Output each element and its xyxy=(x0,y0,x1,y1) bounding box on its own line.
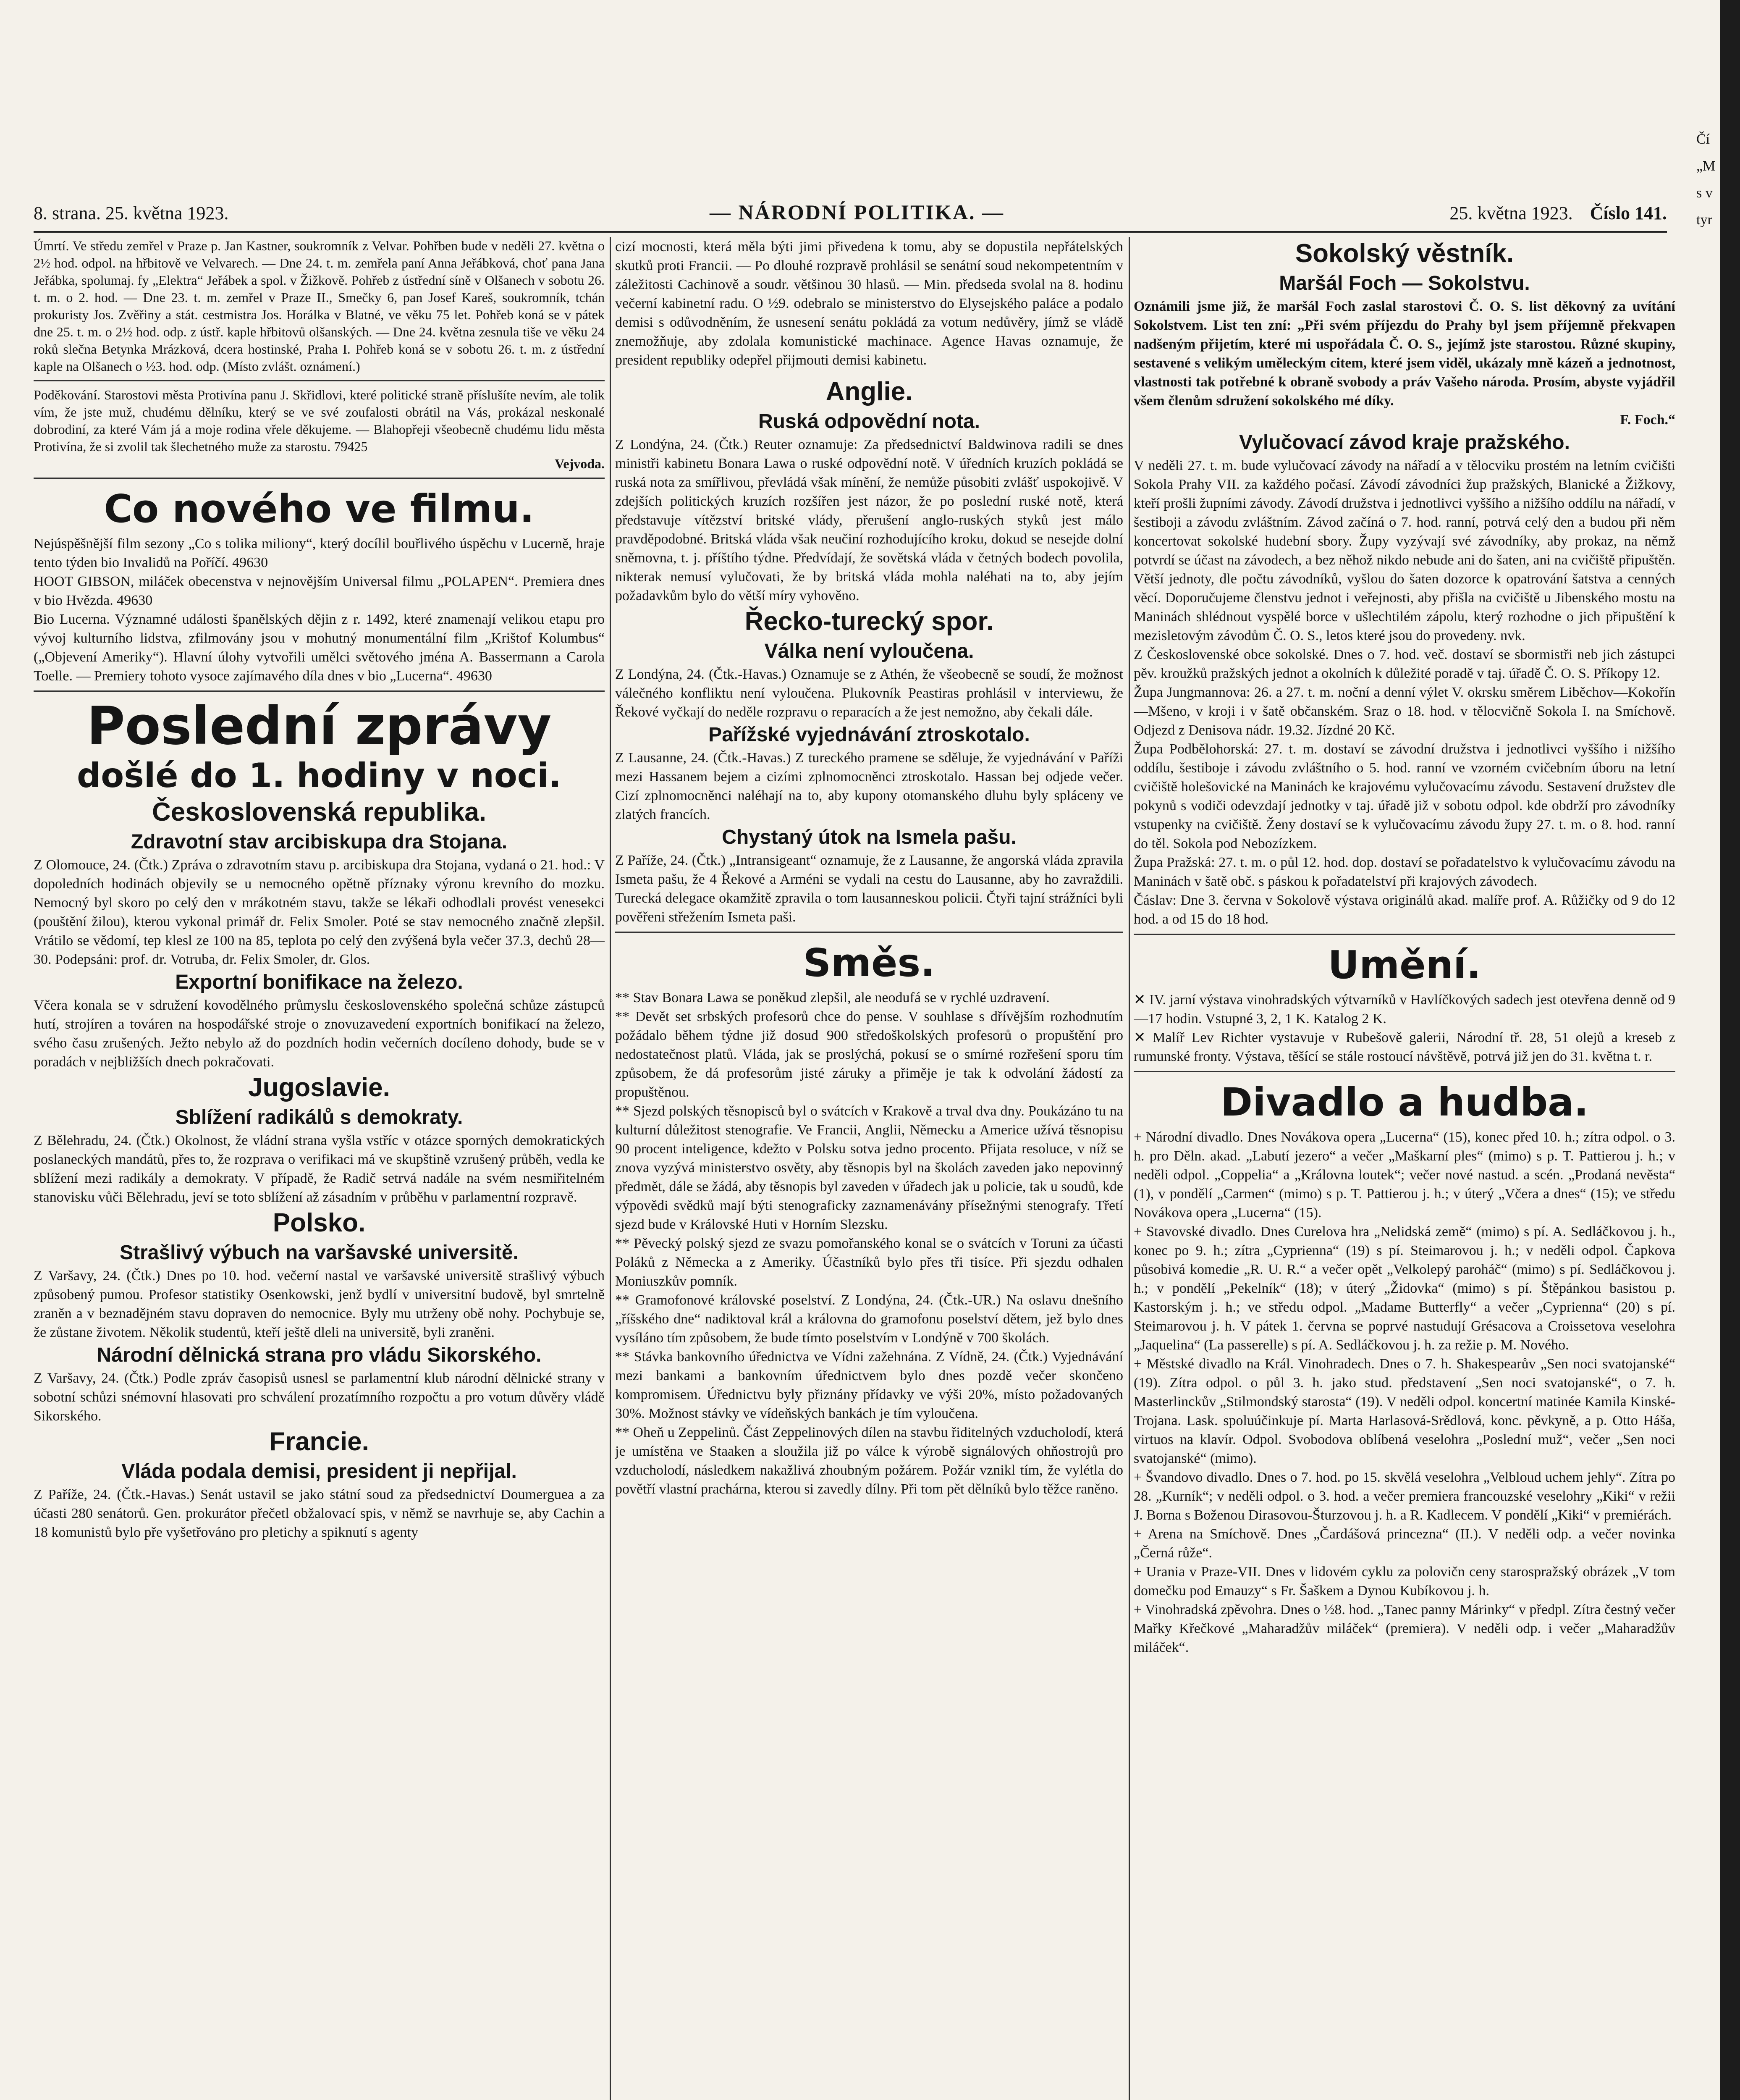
miscellany-title: Směs. xyxy=(803,940,936,985)
section-heading: Polsko. xyxy=(273,1208,366,1237)
art-item: ✕ IV. jarní výstava vinohradských výtvarníků v Havlíčkových sadech jest otevřena denně od 9—17 hodin. Vstupné 3, 2, 1 K. Katalog 2 K. xyxy=(1134,992,1675,1026)
article-signature: F. Foch.“ xyxy=(1620,412,1675,428)
header-date: 25. května 1923. xyxy=(1449,203,1573,223)
notice: Župa Podbělohorská: 27. t. m. dostaví se závodní družstva i jednotlivci vyššího i nižšího oddílu, šestiboje i závodu zvláštního o 5. hod. ranní ve vzorném cvičebním úboru na letní cvičiště holešovické na Maninách ke krajovému vylučovacímu závodu. Sestavení družstev dle pokynů s vodiči odevzdají jednotky v taj. úřadě již v sobotu odpol. kde obdrží pro závodníky vstupenky na cvičiště. Ženy dostaví se k vylučovacímu závodu župy 27. t. m. o 8. hod. ranní do těl. Sokola pod Nebozízkem. xyxy=(1134,741,1675,851)
film-item: HOOT GIBSON, miláček obecenstva v nejnovějším Universal filmu „POLAPEN“. Premiera dnes v bio Hvězda. 49630 xyxy=(34,574,605,608)
art-section-title: Umění. xyxy=(1328,942,1481,987)
section-heading: Francie. xyxy=(269,1427,369,1456)
misc-item: ** Oheň u Zeppelinů. Část Zeppelinových dílen na stavbu řiditelných vzducholodí, která je umístěna ve Staaken a sloužila již po válce k výrobě signálových ohňostrojů pro vzducholodí, následkem nakažlivá zhoubným požárem. Požár vznikl tím, že vylétla do povětří vlastní prachárna, kterou si zavedly dílny. Při tom pět dělníků bylo těžce raněno. xyxy=(615,1425,1123,1497)
article-body: Z Londýna, 24. (Čtk.-Havas.) Oznamuje se z Athén, že všeobecně se soudí, že možnost válečného konfliktu není vyloučena. Plukovník Peastiras prohlásil v interviewu, že Řekové vyčkají do neděle rozpravu o reparacích a že jest nemožno, aby čekali dále. xyxy=(615,667,1123,720)
article-body: Z Bělehradu, 24. (Čtk.) Okolnost, že vládní strana vyšla vstříc v otázce sporných demokratických poslaneckých mandátů, přes to, že rozprava o verifikaci má ve skupštině vzrušený průběh, vedla ke sblížení mezi radikály a demokraty. V případě, že Radič setrvá nadále na svém nesmiřitelném stanovisku vůči Bělehradu, jeví se toto sblížení až zásadním v průběhu v parlamentní rozpravě. xyxy=(34,1133,605,1205)
section-heading: Sokolský věstník. xyxy=(1295,239,1514,268)
column-3 xyxy=(1134,237,1675,2100)
film-item: Nejúspěšnější film sezony „Co s tolika miliony“, který docílil bouřlivého úspěchu v Lucerně, hraje tento týden bio Invalidů na Poříčí. 49630 xyxy=(34,536,605,570)
divider xyxy=(34,690,605,692)
thanks-signature: Vejvoda. xyxy=(555,456,605,471)
section-heading: Jugoslavie. xyxy=(248,1073,390,1102)
article-body: Z Lausanne, 24. (Čtk.-Havas.) Z tureckého pramene se sděluje, že vyjednávání v Paříži mezi Hassanem bejem a cizími zplnomocněnci ztroskotalo. Hassan bej odjede večer. Cizí zplnomocněnci naléhají na to, aby kupony otomanského dluhu byly spláceny ve zlatých francích. xyxy=(615,750,1123,822)
misc-item: ** Sjezd polských těsnopisců byl o svátcích v Krakově a trval dva dny. Poukázáno tu na kulturní důležitost stenografie. Ve Francii, Anglii, Německu a Americe užívá těsnopisu 90 procent inteligence, kdežto v Polsku sotva jedno procento. Přijata resoluce, v níž se znova vyzývá ministerstvo osvěty, aby těsnopis byl na školách zaveden jako nepovinný předmět, dále se žádá, aby těsnopis byl zaveden v úřadech jak u policie, tak u soudů, kde výpovědi svědků mají býti stenograficky zaznamenávány přísežnými stenografy. Třetí sjezd bude v Královské Huti v Horním Slezsku. xyxy=(615,1103,1123,1232)
article-heading: Pařížské vyjednávání ztroskotalo. xyxy=(708,724,1030,746)
header-left: 8. strana. 25. května 1923. xyxy=(34,203,229,223)
column-1 xyxy=(34,237,605,2100)
article-heading: Maršál Foch — Sokolstvu. xyxy=(1279,272,1530,294)
next-page-fragment: Čí „M s v tyr xyxy=(1696,131,1716,228)
divider xyxy=(34,380,605,381)
article-body: Včera konala se v sdružení kovodělného průmyslu československého společná schůze zástupců hutí, strojíren a továren na hospodářské stroje o znovuzavedení exportních bonifikací na železo, svého času zrušených. Ježto nebylo až do pozdních hodin večerních docíleno dohody, bude se v poradách v nejbližších dnech pokračovati. xyxy=(34,998,605,1070)
notice: Župa Jungmannova: 26. a 27. t. m. noční a denní výlet V. okrsku směrem Liběchov—Kokořín—Mšeno, v kroji i v šatě občanském. Sraz o 18. hod. v tělocvičně Sokola I. na Smíchově. Odjezd z Denisova nádr. 19.32. Jízdné 20 Kč. xyxy=(1134,685,1675,738)
article-heading: Vylučovací závod kraje pražského. xyxy=(1239,431,1570,454)
theatre-section-title: Divadlo a hudba. xyxy=(1220,1080,1589,1125)
theatre-item: + Vinohradská zpěvohra. Dnes o ½8. hod. „Tanec panny Márinky“ v předpl. Zítra čestný večer Mařky Křečkové „Maharadžův miláček“ (premiera). V neděli odp. i večer „Maharadžův miláček“. xyxy=(1134,1602,1675,1655)
column-rule xyxy=(1129,237,1130,2100)
article-body: Z Londýna, 24. (Čtk.) Reuter oznamuje: Za předsednictví Baldwinova radili se dnes ministři kabinetu Bonara Lawa o ruské odpovědní notě. V úředních kruzích pokládá se ruská nota za smířlivou, převládá však mínění, že nemůže působiti zvlášť uspokojivě. V zdejších politických kruzích rozšířen jest názor, že po poslední ruské notě, která představuje vítězství britské vlády, přerušení anglo-ruských styků jest málo pravděpodobné. Britská vláda však neučiní rozhodujícího kroku, dokud se nesejde dolní sněmovna, t. j. příštího týdne. Předvídají, že sovětská vláda v četných bodech povolila, nikterak nemusí vylučovati, že by britská vláda mohla naléhati na to, aby jejím požadavkům bylo do větší míry vyhověno. xyxy=(615,437,1123,604)
article-heading: Válka není vyloučena. xyxy=(764,640,974,662)
misc-item: ** Devět set srbských profesorů chce do pense. V souhlase s dřívějším rozhodnutím požádalo během týdne již dosud 900 středoškolských profesorů o propuštění pro nedostatečnost platů. Vláda, jak se proslýchá, pokusí se o smírné rozřešení sporu tím způsobem, že dá profesorům jisté záruky a přiměje je tak k odvolání žádostí za propuštěnou. xyxy=(615,1009,1123,1100)
page-header xyxy=(34,197,1667,233)
theatre-item: + Arena na Smíchově. Dnes „Čardášová princezna“ (II.). V neděli odp. a večer novinka „Černá růže“. xyxy=(1134,1526,1675,1561)
article-body: Z Varšavy, 24. (Čtk.) Dnes po 10. hod. večerní nastal ve varšavské universitě strašlivý výbuch způsobený pumou. Profesor statistiky Osenkowski, jenž bydlí v universitní budově, byl smrtelně zraněn a v beznadějném stavu dopraven do nemocnice. Byly mu utrženy obě nohy. Pochybuje se, že zůstane životem. Několik studentů, kteří ještě dleli na universitě, byli zraněni. xyxy=(34,1268,605,1340)
misc-item: ** Pěvecký polský sjezd ze svazu pomořanského konal se o svátcích v Toruni za účasti Poláků z Německa a z Ameriky. Účastníků bylo přes tři tisíce. Při sjezdu odhalen Moniuszkův pomník. xyxy=(615,1236,1123,1289)
article-body: Oznámili jsme již, že maršál Foch zaslal starostovi Č. O. S. list děkovný za uvítání Sokolstvem. List ten zní: „Při svém příjezdu do Prahy byl jsem příjemně překvapen nadšeným přijetím, které mi uspořádala Č. O. S., jejímž jste starostou. Různé skupiny, sestavené s velikým uměleckým citem, které jsem viděl, ukázaly mně kázeň a jednotnost, vlastnosti tak potřebné k obraně svobody a práv Vašeho národa. Prosím, abyste vyjádřil všem členům sdružení sokolského mé díky. xyxy=(1134,299,1675,409)
notice: Čáslav: Dne 3. června v Sokolově výstava originálů akad. malíře prof. A. Růžičky od 9 do 12 hod. a od 15 do 18 hod. xyxy=(1134,892,1675,927)
divider xyxy=(1134,1071,1675,1072)
section-heading: Anglie. xyxy=(825,377,913,406)
article-body: Z Paříže, 24. (Čtk.-Havas.) Senát ustavil se jako státní soud za předsednictví Doumerguea a za účasti 280 senátorů. Gen. prokurátor přečetl obžalovací spis, v němž se navrhuje se, aby Cachin a 18 komunistů bylo pře vyšetřováno pro pletichy a spiknutí s agenty xyxy=(34,1487,605,1540)
latest-news-title: Poslední zprávy xyxy=(86,696,552,756)
article-body: Z Olomouce, 24. (Čtk.) Zpráva o zdravotním stavu p. arcibiskupa dra Stojana, vydaná o 21. hod.: V dopoledních hodinách objevily se u nemocného opětně příznaky výronu krevního do mozku. Nemocný byl skoro po celý den v mrákotném stavu, takže se lékaři odhodlali provést venesekci (pouštění žilou), kterou vykonal primář dr. Felix Smoler. Poté se stav nemocného značně zlepšil. Vrátilo se vědomí, tep klesl ze 100 na 85, teplota po celý den zvýšená byla večer 37.3, dechů 28—30. Podepsáni: prof. dr. Votruba, dr. Felix Smoler, dr. Glos. xyxy=(34,857,605,967)
article-heading: Sblížení radikálů s demokraty. xyxy=(175,1106,463,1129)
article-heading: Strašlivý výbuch na varšavské universitě. xyxy=(120,1242,519,1264)
misc-item: ** Gramofonové královské poselství. Z Londýna, 24. (Čtk.-UR.) Na oslavu dnešního „říšského dne“ nadiktoval král a královna do gramofonu poselství dětem, jež bylo dnes vysíláno tím způsobem, že bude tímto poselstvím v Londýně v 700 školách. xyxy=(615,1292,1123,1346)
article-heading: Exportní bonifikace na železo. xyxy=(175,971,463,993)
misc-item: ** Stávka bankovního úřednictva ve Vídni zažehnána. Z Vídně, 24. (Čtk.) Vyjednávání mezi bankami a bankovním úřednictvem bylo dnes pozdě večer skončeno kompromisem. Úřednictvu byly přiznány přídavky ve výši 20%, místo požadovaných 30%. Možnost stávky ve vídeňských bankách je tím vyloučena. xyxy=(615,1349,1123,1421)
article-heading: Chystaný útok na Ismela pašu. xyxy=(722,826,1017,848)
article-heading: Ruská odpovědní nota. xyxy=(758,410,980,433)
article-body: Z Paříže, 24. (Čtk.) „Intransigeant“ oznamuje, že z Lausanne, že angorská vláda zpravila Ismeta pašu, že 4 Řekové a Arméni se vydali na cestu do Lausanne, aby ho zavraždili. Turecká delegace okamžitě zpravila o tom lausanneskou policii. Čtyři tajní strážníci byli pověřeni střežením Ismeta paši. xyxy=(615,853,1123,925)
thanks-notice: Poděkování. Starostovi města Protivína panu J. Skřidlovi, které politické straně příslušíte nevím, ale tolik vím, že jste muž, chudému dělníku, který se ve své zoufalosti obrátil na Vás, prokázal neskonalé dobrodiní, za které Vám já a moje rodina vřele děkujeme. — Blahopřeji všeobecně chudému lidu města Protivína, že si zvolil tak šlechetného muže za starostu. 79425 xyxy=(34,387,605,454)
theatre-item: + Městské divadlo na Král. Vinohradech. Dnes o 7. h. Shakespearův „Sen noci svatojanské“ (19). Zítra odpol. o půl 3. h. jako stud. představení „Sen noci svatojanské“, o 7. h. Masterlinckův „Stilmondský starosta“ (19). V neděli odpol. koncertní matinée Kamila Kinské-Trojana. Lask. spoluúčinkuje pí. Marta Harlasová-Srědlová, konc. pěvkyně, a p. Otto Háša, virtuos na klavír. Odpol. Svobodova oblíbená veselohra „Poslední muž“, večer „Sen noci svatojanské“ (mimo). xyxy=(1134,1356,1675,1466)
section-heading: Československá republika. xyxy=(152,798,487,827)
article-heading: Zdravotní stav arcibiskupa dra Stojana. xyxy=(131,831,508,853)
latest-news-subtitle: došlé do 1. hodiny v noci. xyxy=(76,756,562,795)
notice: Z Československé obce sokolské. Dnes o 7. hod. več. dostaví se sbormistři neb jich zástupci pěv. kroužků pražských jednot a okolních k důležité poradě v taj. úřadě Č. O. S. Příkopy 12. xyxy=(1134,647,1675,681)
article-body: cizí mocnosti, která měla býti jimi přivedena k tomu, aby se dopustila nepřátelských skutků proti Francii. — Po dlouhé rozpravě prohlásil se senátní soud nekompetentním v záležitosti Cachinově a soudr. většinou 30 hlasů. — Min. předseda svolal na 8. hodinu večerní kabinetní radu. O ½9. odebralo se ministerstvo do Elysejského paláce a podalo demisi s odůvodněním, že usnesení senátu pokládá za votum nedůvěry, jímž se vládě znemožňuje, aby zdolala komunistické machinace. Agence Havas oznamuje, že president republiky odepřel přijmouti demisi kabinetu. xyxy=(615,239,1123,368)
article-body: Z Varšavy, 24. (Čtk.) Podle zpráv časopisů usnesl se parlamentní klub národní dělnické strany v sobotní schůzi snémovní hlasovati pro schválení prozatímního rozpočtu a pro votum důvěry vládě Sikorského. xyxy=(34,1370,605,1424)
theatre-item: + Stavovské divadlo. Dnes Curelova hra „Nelidská země“ (mimo) s pí. A. Sedláčkovou j. h., konec po 9. h.; zítra „Cyprienna“ (19) s pí. Steimarovou j. h.; v neděli odpol. Čapkova působivá komedie „R. U. R.“ a večer opět „Velkolepý paroháč“ (mimo) s pí. Sedláčkovou j. h.; v pondělí „Pekelník“ (18); v úterý „Židovka“ (mimo) s pí. Štěpánkou basistou p. Kastorským j. h.; ve středu odpol. „Madame Butterfly“ a večer „Cyprienna“ (20) s pí. Steimarovou j. h. V pátek 1. června se poprvé nastudují Grésacova a Croissetova veselohra „Jaquelina“ (La passerelle) s pí. A. Sedláčkovou j. h. za režie p. M. Nového. xyxy=(1134,1224,1675,1353)
film-section-title: Co nového ve filmu. xyxy=(104,486,535,531)
notice: Župa Pražská: 27. t. m. o půl 12. hod. dop. dostaví se pořadatelstvo k vylučovacímu závodu na Maninách v šatě obč. s páskou k pořadatelství při krajových závodech. xyxy=(1134,855,1675,889)
section-heading: Řecko-turecký spor. xyxy=(744,607,994,636)
obituaries: Úmrtí. Ve středu zemřel v Praze p. Jan Kastner, soukromník z Velvar. Pohřben bude v neděli 27. května o 2½ hod. odpol. na hřbitově ve Velvarech. — Dne 24. t. m. zemřela paní Anna Jeřábková, choť pana Jana Jeřábka, spolumaj. fy „Elektra“ Jeřábek a spol. v Žižkově. Pohřeb z ústřední síně v Olšanech v sobotu 26. t. m. o 2. hod. — Dne 23. t. m. zemřel v Praze II., Smečky 6, pan Josef Kareš, soukromník, tchán prokuristy Jos. Zvěřiny a stát. cestmistra Jos. Horálka v Blatné, ve věku 75 let. Pohřeb koná se v pátek dne 25. t. m. o 2½ hod. odp. z ústř. kaple hřbitovů olšanských. — Dne 24. května zesnula tiše ve věku 24 roků slečna Betynka Mrázková, dcera hostinské, Praha I. Pohřeb koná se v sobotu 26. t. m. z ústřední kaple na Olšanech o ½3. hod. odp. (Místo zvlášt. oznámení.) xyxy=(34,238,605,374)
misc-item: ** Stav Bonara Lawa se poněkud zlepšil, ale neodufá se v rychlé uzdravení. xyxy=(615,990,1050,1005)
divider xyxy=(1134,934,1675,935)
film-item: Bio Lucerna. Významné události španělských dějin z r. 1492, které znamenají velikou etapu pro vývoj kulturního lidstva, zfilmovány jsou v mohutný monumentální film „Krištof Kolumbus“ („Objevení Ameriky“). Hlavní úlohy vytvořili umělci světového jména A. Bassermann a Carola Toelle. — Premiery tohoto vysoce zajímavého díla dnes v bio „Lucerna“. 49630 xyxy=(34,612,605,684)
theatre-item: + Urania v Praze-VII. Dnes v lidovém cyklu za polovičn ceny starospražský obrázek „V tom domečku pod Emauzy“ s Fr. Šaškem a Dynou Kubíkovou j. h. xyxy=(1134,1564,1675,1599)
column-rule xyxy=(610,237,611,2100)
column-2 xyxy=(615,237,1123,2100)
theatre-item: + Švandovo divadlo. Dnes o 7. hod. po 15. skvělá veselohra „Velbloud uchem jehly“. Zítra po 28. „Kurník“; v neděli odpol. o 3. hod. a večer premiera francouzské veselohry „Kiki“ v režii J. Borna s Boženou Dirasovou-Šturzovou j. h. a R. Kadlecem. V pondělí „Kiki“ v premiérách. xyxy=(1134,1470,1675,1523)
scan-edge xyxy=(1720,0,1740,2100)
article-body: V neděli 27. t. m. bude vylučovací závody na nářadí a v tělocviku prostém na letním cvičišti Sokola Prahy VII. za každého počasí. Závodí závodníci žup pražských, Blanické a Žižkovy, kteří prošli župními závody. Závodí družstva i jednotlivci vyššího a nižšího oddílu na nářadí, v šestiboji a závodu zvláštním. Závod začíná o 7. hod. ranní, potrvá celý den a budou při něm koncertovat sokolské hudební sbory. Župy vyzývají své závodníky, aby prokaz, na němž potvrdí se účast na závodech, a bez něhož nikdo nebude ani do šaten, ani na cvičiště připuštěn. Větší jednoty, dle počtu závodníků, vyšlou do šaten dozorce k opatrování šatstva a cenných věcí. Doporučujeme členstvu jednot i veřejnosti, aby přišla na cvičiště u Jibenského mostu na Maninách shlédnout vyspělé borce v ušlechtilém zápolu, který rozhodne o jich připuštění k mezisletovým závodům Č. O. S., letos které jsou do provedeny. nvk. xyxy=(1134,458,1675,643)
divider xyxy=(615,932,1123,933)
article-heading: Národní dělnická strana pro vládu Sikorského. xyxy=(97,1344,542,1366)
header-issue: Číslo 141. xyxy=(1590,203,1667,223)
divider xyxy=(34,478,605,479)
theatre-item: + Národní divadlo. Dnes Novákova opera „Lucerna“ (15), konec před 10. h.; zítra odpol. o 3. h. pro Děln. akad. „Labutí jezero“ a večer „Maškarní ples“ (mimo) s p. T. Pattierou j. h.; v neděli odpol. „Coppelia“ a „Královna loutek“; večer nové nastud. a scén. „Prodaná nevěsta“ (1), v pondělí „Carmen“ (mimo) s p. T. Pattierou j. h.; v úterý „Včera a dnes“ (15); ve středu Novákova opera „Lucerna“ (15). xyxy=(1134,1129,1675,1221)
header-right xyxy=(1449,202,1667,224)
article-heading: Vláda podala demisi, president ji nepřijal. xyxy=(121,1460,517,1483)
art-item: ✕ Malíř Lev Richter vystavuje v Rubešově galerii, Národní tř. 28, 51 olejů a kreseb z rumunské fronty. Výstava, těšící se stále rostoucí návštěvě, potrvá již jen do 31. května t. r. xyxy=(1134,1030,1675,1064)
header-masthead: — NÁRODNÍ POLITIKA. — xyxy=(710,200,1004,224)
